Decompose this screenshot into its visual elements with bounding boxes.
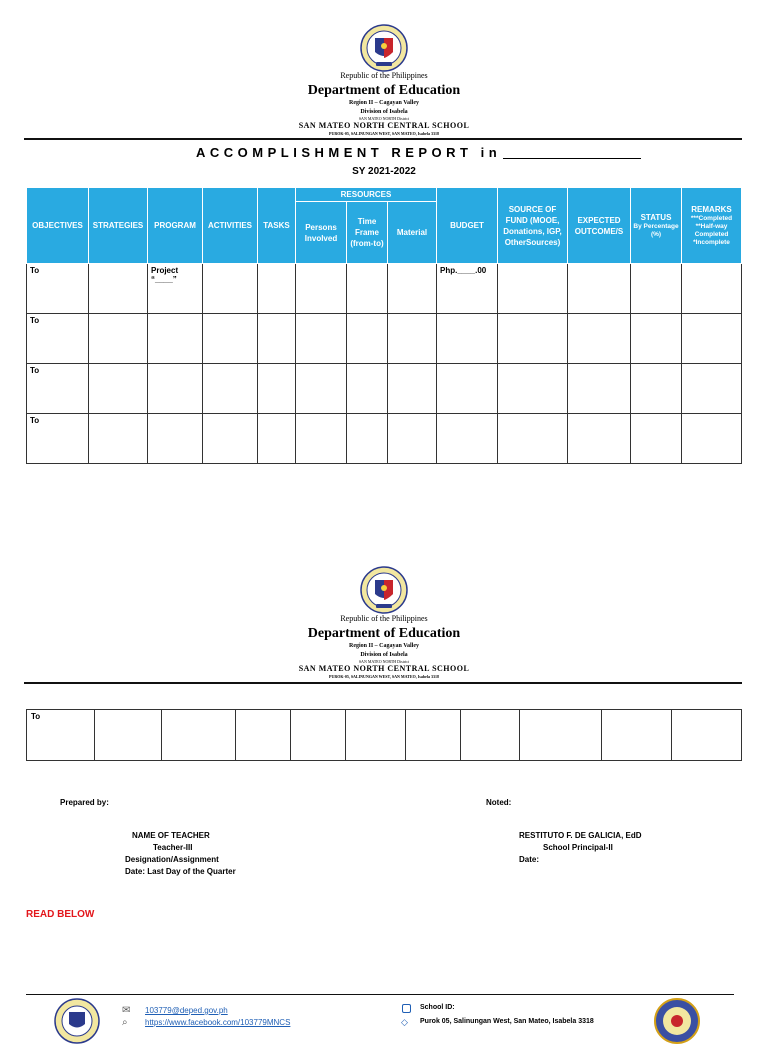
school-name: SAN MATEO NORTH CENTRAL SCHOOL (298, 121, 470, 130)
header-material: Material (388, 202, 437, 264)
cell-program[interactable] (148, 414, 203, 464)
cell-activities[interactable] (236, 710, 291, 761)
school-id-label: School ID: (420, 1004, 455, 1011)
cell-source[interactable] (498, 264, 568, 314)
school-address: PUROK-05, SALINUNGAN WEST, SAN MATEO, Isabela 3318 (329, 674, 439, 679)
cell-expected[interactable] (568, 264, 631, 314)
school-name: SAN MATEO NORTH CENTRAL SCHOOL (298, 664, 470, 673)
footer-address: Purok 05, Salinungan West, San Mateo, Isabela 3318 (420, 1018, 594, 1025)
cell-strategies[interactable] (89, 264, 148, 314)
cell-remarks[interactable] (682, 314, 742, 364)
cell-activities[interactable] (203, 364, 258, 414)
header-persons-involved: Persons Involved (296, 202, 347, 264)
noted-label: Noted: (486, 798, 512, 807)
principal-date: Date: (519, 855, 540, 864)
cell-source[interactable] (602, 710, 672, 761)
read-below-notice: READ BELOW (26, 909, 95, 920)
header-budget: BUDGET (437, 188, 498, 264)
facebook-link[interactable]: https://www.facebook.com/103779MNCS (145, 1018, 291, 1027)
cell-expected[interactable] (568, 314, 631, 364)
cell-activities[interactable] (203, 414, 258, 464)
cell-material[interactable] (388, 414, 437, 464)
cell-tasks[interactable] (258, 364, 296, 414)
cell-persons[interactable] (296, 414, 347, 464)
header-source-of-fund: SOURCE OF FUND (MOOE, Donations, IGP, OtherSources) (498, 188, 568, 264)
cell-objective[interactable]: To (27, 264, 89, 314)
cell-objective[interactable]: To (27, 414, 89, 464)
principal-position: School Principal-II (543, 843, 613, 852)
table-row (27, 364, 742, 414)
region-text: Region II – Cagayan Valley (348, 643, 419, 649)
cell-persons[interactable] (296, 264, 347, 314)
cell-activities[interactable] (203, 314, 258, 364)
cell-material[interactable] (461, 710, 520, 761)
cell-persons[interactable] (346, 710, 406, 761)
teacher-position: Teacher-III (153, 843, 193, 852)
cell-source[interactable] (498, 364, 568, 414)
cell-objective[interactable]: To (27, 314, 89, 364)
republic-text: Republic of the Philippines (340, 71, 428, 80)
cell-program[interactable] (148, 314, 203, 364)
cell-status[interactable] (631, 414, 682, 464)
principal-name: RESTITUTO F. DE GALICIA, EdD (519, 831, 642, 840)
letterhead-divider (24, 138, 742, 140)
header-status-label: STATUS (640, 213, 672, 222)
continuation-table (26, 709, 742, 761)
cell-tasks[interactable] (258, 314, 296, 364)
teacher-name: NAME OF TEACHER (132, 831, 210, 840)
cell-strategies[interactable] (89, 364, 148, 414)
cell-time-frame[interactable] (347, 264, 388, 314)
department-title: Department of Education (307, 83, 461, 98)
cell-budget[interactable] (437, 364, 498, 414)
header-expected-outcome: EXPECTED OUTCOME/S (568, 188, 631, 264)
cell-budget[interactable]: Php.____.00 (437, 264, 498, 314)
deped-seal-logo (360, 24, 408, 72)
header-strategies: STRATEGIES (89, 188, 148, 264)
cell-status[interactable] (631, 314, 682, 364)
report-title (196, 145, 641, 160)
region-text: Region II – Cagayan Valley (348, 100, 419, 106)
header-objectives: OBJECTIVES (27, 188, 89, 264)
prepared-by-label: Prepared by: (60, 798, 109, 807)
cell-tasks[interactable] (291, 710, 346, 761)
school-seal-logo (654, 998, 700, 1044)
teacher-date: Date: Last Day of the Quarter (125, 867, 236, 876)
teacher-designation: Designation/Assignment (125, 855, 219, 864)
header-remarks-label: REMARKS (691, 205, 732, 214)
republic-text: Republic of the Philippines (340, 614, 428, 623)
cell-strategies[interactable] (95, 710, 162, 761)
cell-strategies[interactable] (89, 314, 148, 364)
cell-remarks[interactable] (682, 364, 742, 414)
cell-material[interactable] (388, 314, 437, 364)
footer-divider (26, 994, 734, 995)
department-title: Department of Education (307, 626, 461, 641)
table-row (27, 710, 742, 761)
cell-time-frame[interactable] (406, 710, 461, 761)
cell-material[interactable] (388, 364, 437, 414)
header-remarks (682, 188, 742, 264)
cell-persons[interactable] (296, 364, 347, 414)
letterhead-divider (24, 682, 742, 684)
cell-remarks[interactable] (682, 264, 742, 314)
cell-time-frame[interactable] (347, 414, 388, 464)
cell-status[interactable] (631, 264, 682, 314)
cell-strategies[interactable] (89, 414, 148, 464)
cell-source[interactable] (498, 414, 568, 464)
school-address: PUROK-05, SALINUNGAN WEST, SAN MATEO, Isabela 3318 (329, 131, 439, 136)
cell-expected[interactable] (568, 364, 631, 414)
cell-activities[interactable] (203, 264, 258, 314)
table-row (27, 414, 742, 464)
cell-program[interactable]: Project “____” (148, 264, 203, 314)
header-program: PROGRAM (148, 188, 203, 264)
header-status-sub: By Percentage (%) (633, 223, 679, 238)
header-remarks-legend: ***Completed **Half-way Completed *Incomplete (690, 215, 733, 246)
deped-footer-seal-logo (54, 998, 100, 1044)
cell-budget[interactable] (437, 414, 498, 464)
header-activities: ACTIVITIES (203, 188, 258, 264)
cell-budget[interactable] (437, 314, 498, 364)
table-row (27, 264, 742, 314)
cell-source[interactable] (498, 314, 568, 364)
cell-persons[interactable] (296, 314, 347, 364)
division-text: Division of Isabela (360, 652, 408, 658)
email-icon: ✉ (122, 1005, 131, 1016)
report-title-text: ACCOMPLISHMENT REPORT in (196, 145, 502, 160)
cell-program[interactable] (162, 710, 236, 761)
cell-tasks[interactable] (258, 414, 296, 464)
title-blank-line (503, 146, 641, 159)
deped-seal-logo (360, 566, 408, 614)
division-text: Division of Isabela (360, 109, 408, 115)
web-icon: ⌕ (122, 1017, 128, 1028)
cell-tasks[interactable] (258, 264, 296, 314)
location-icon: ◇ (401, 1017, 408, 1027)
cell-remarks[interactable] (682, 414, 742, 464)
cell-time-frame[interactable] (347, 364, 388, 414)
cell-material[interactable] (388, 264, 437, 314)
district-text: SAN MATEO NORTH District (358, 116, 410, 121)
email-link[interactable]: 103779@deped.gov.ph (145, 1006, 228, 1015)
header-time-frame: Time Frame (from-to) (347, 202, 388, 264)
accomplishment-table (26, 187, 742, 464)
header-tasks: TASKS (258, 188, 296, 264)
cell-program[interactable] (148, 364, 203, 414)
id-card-icon (402, 1004, 411, 1013)
school-year: SY 2021-2022 (352, 166, 416, 177)
cell-objective[interactable]: To (27, 364, 89, 414)
cell-expected[interactable] (568, 414, 631, 464)
header-status (631, 188, 682, 264)
header-resources: RESOURCES (296, 188, 437, 202)
cell-budget[interactable] (520, 710, 602, 761)
cell-expected[interactable] (672, 710, 742, 761)
table-row (27, 314, 742, 364)
cell-time-frame[interactable] (347, 314, 388, 364)
cell-status[interactable] (631, 364, 682, 414)
district-text: SAN MATEO NORTH District (358, 659, 410, 664)
cell-objective[interactable]: To (27, 710, 95, 761)
